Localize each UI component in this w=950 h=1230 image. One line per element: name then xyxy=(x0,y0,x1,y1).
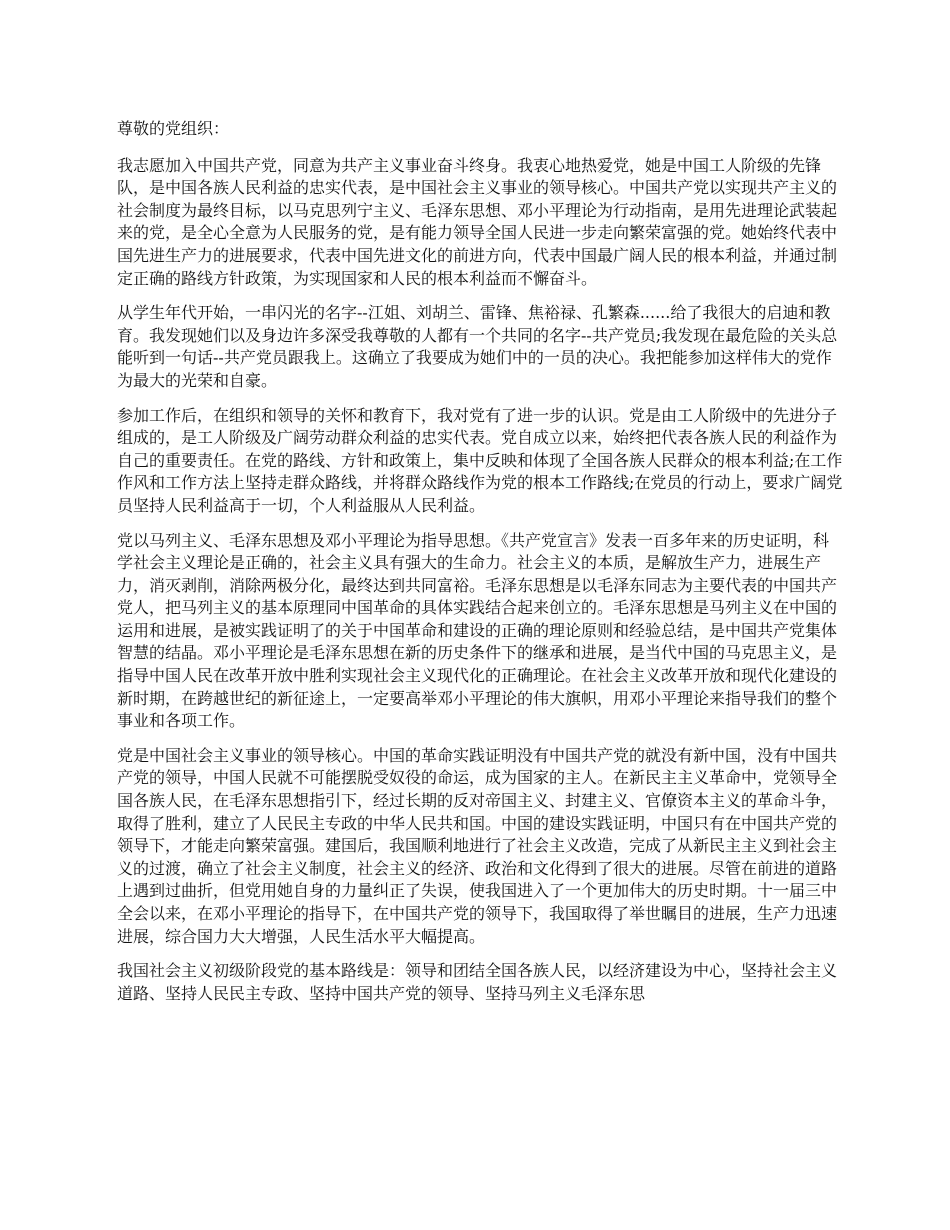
salutation: 尊敬的党组织： xyxy=(117,119,230,138)
paragraph-4: 党以马列主义、毛泽东思想及邓小平理论为指导思想。《共产党宣言》发表一百多年来的历史证明，科学社会主义理论是正确的，社会主义具有强大的生命力。社会主义的本质，是解放生产力，进展生产力，消灭剥削，消除两极分化，最终达到共同富裕。毛泽东思想是以毛泽东同志为主要代表的中国共产党人，把马列主义的基本原理同中国革命的具体实践结合起来创立的。毛泽东思想是马列主义在中国的运用和进展，是被实践证明了的关于中国革命和建设的正确的理论原则和经验总结，是中国共产党集体智慧的结晶。邓小平理论是毛泽东思想在新的历史条件下的继承和进展，是当代中国的马克思主义，是指导中国人民在改革开放中胜利实现社会主义现代化的正确理论。在社会主义改革开放和现代化建设的新时期，在跨越世纪的新征途上，一定要高举邓小平理论的伟大旗帜，用邓小平理论来指导我们的整个事业和各项工作。 xyxy=(117,530,838,731)
paragraph-1: 我志愿加入中国共产党，同意为共产主义事业奋斗终身。我衷心地热爱党，她是中国工人阶级的先锋队，是中国各族人民利益的忠实代表，是中国社会主义事业的领导核心。中国共产党以实现共产主义的社会制度为最终目标，以马克思列宁主义、毛泽东思想、邓小平理论为行动指南，是用先进理论武装起来的党，是全心全意为人民服务的党，是有能力领导全国人民进一步走向繁荣富强的党。她始终代表中国先进生产力的进展要求，代表中国先进文化的前进方向，代表中国最广阔人民的根本利益，并通过制定正确的路线方针政策，为实现国家和人民的根本利益而不懈奋斗。 xyxy=(117,155,838,288)
paragraph-2: 从学生年代开始，一串闪光的名字--江姐、刘胡兰、雷锋、焦裕禄、孔繁森......给了我很大的启迪和教育。我发现她们以及身边许多深受我尊敬的人都有一个共同的名字--共产党员;我发现在最危险的关头总能听到一句话--共产党员跟我上。这确立了我要成为她们中的一员的决心。我把能参加这样伟大的党作为最大的光荣和自豪。 xyxy=(117,303,838,390)
paragraph-6: 我国社会主义初级阶段党的基本路线是：领导和团结全国各族人民，以经济建设为中心，坚持社会主义道路、坚持人民民主专政、坚持中国共产党的领导、坚持马列主义毛泽东思 xyxy=(117,961,838,1003)
document-page xyxy=(117,118,844,1017)
paragraph-5: 党是中国社会主义事业的领导核心。中国的革命实践证明没有中国共产党的就没有新中国，没有中国共产党的领导，中国人民就不可能摆脱受奴役的命运，成为国家的主人。在新民主主义革命中，党领导全国各族人民，在毛泽东思想指引下，经过长期的反对帝国主义、封建主义、官僚资本主义的革命斗争，取得了胜利，建立了人民民主专政的中华人民共和国。中国的建设实践证明，中国只有在中国共产党的领导下，才能走向繁荣富强。建国后，我国顺利地进行了社会主义改造，完成了从新民主主义到社会主义的过渡，确立了社会主义制度，社会主义的经济、政治和文化得到了很大的进展。尽管在前进的道路上遇到过曲折，但党用她自身的力量纠正了失误，使我国进入了一个更加伟大的历史时期。十一届三中全会以来，在邓小平理论的指导下，在中国共产党的领导下，我国取得了举世瞩目的进展，生产力迅速进展，综合国力大大增强，人民生活水平大幅提高。 xyxy=(117,745,838,946)
paragraph-3: 参加工作后，在组织和领导的关怀和教育下，我对党有了进一步的认识。党是由工人阶级中的先进分子组成的，是工人阶级及广阔劳动群众利益的忠实代表。党自成立以来，始终把代表各族人民的利益作为自己的重要责任。在党的路线、方针和政策上，集中反映和体现了全国各族人民群众的根本利益;在工作作风和工作方法上坚持走群众路线，并将群众路线作为党的根本工作路线;在党员的行动上，要求广阔党员坚持人民利益高于一切，个人利益服从人民利益。 xyxy=(117,405,843,515)
